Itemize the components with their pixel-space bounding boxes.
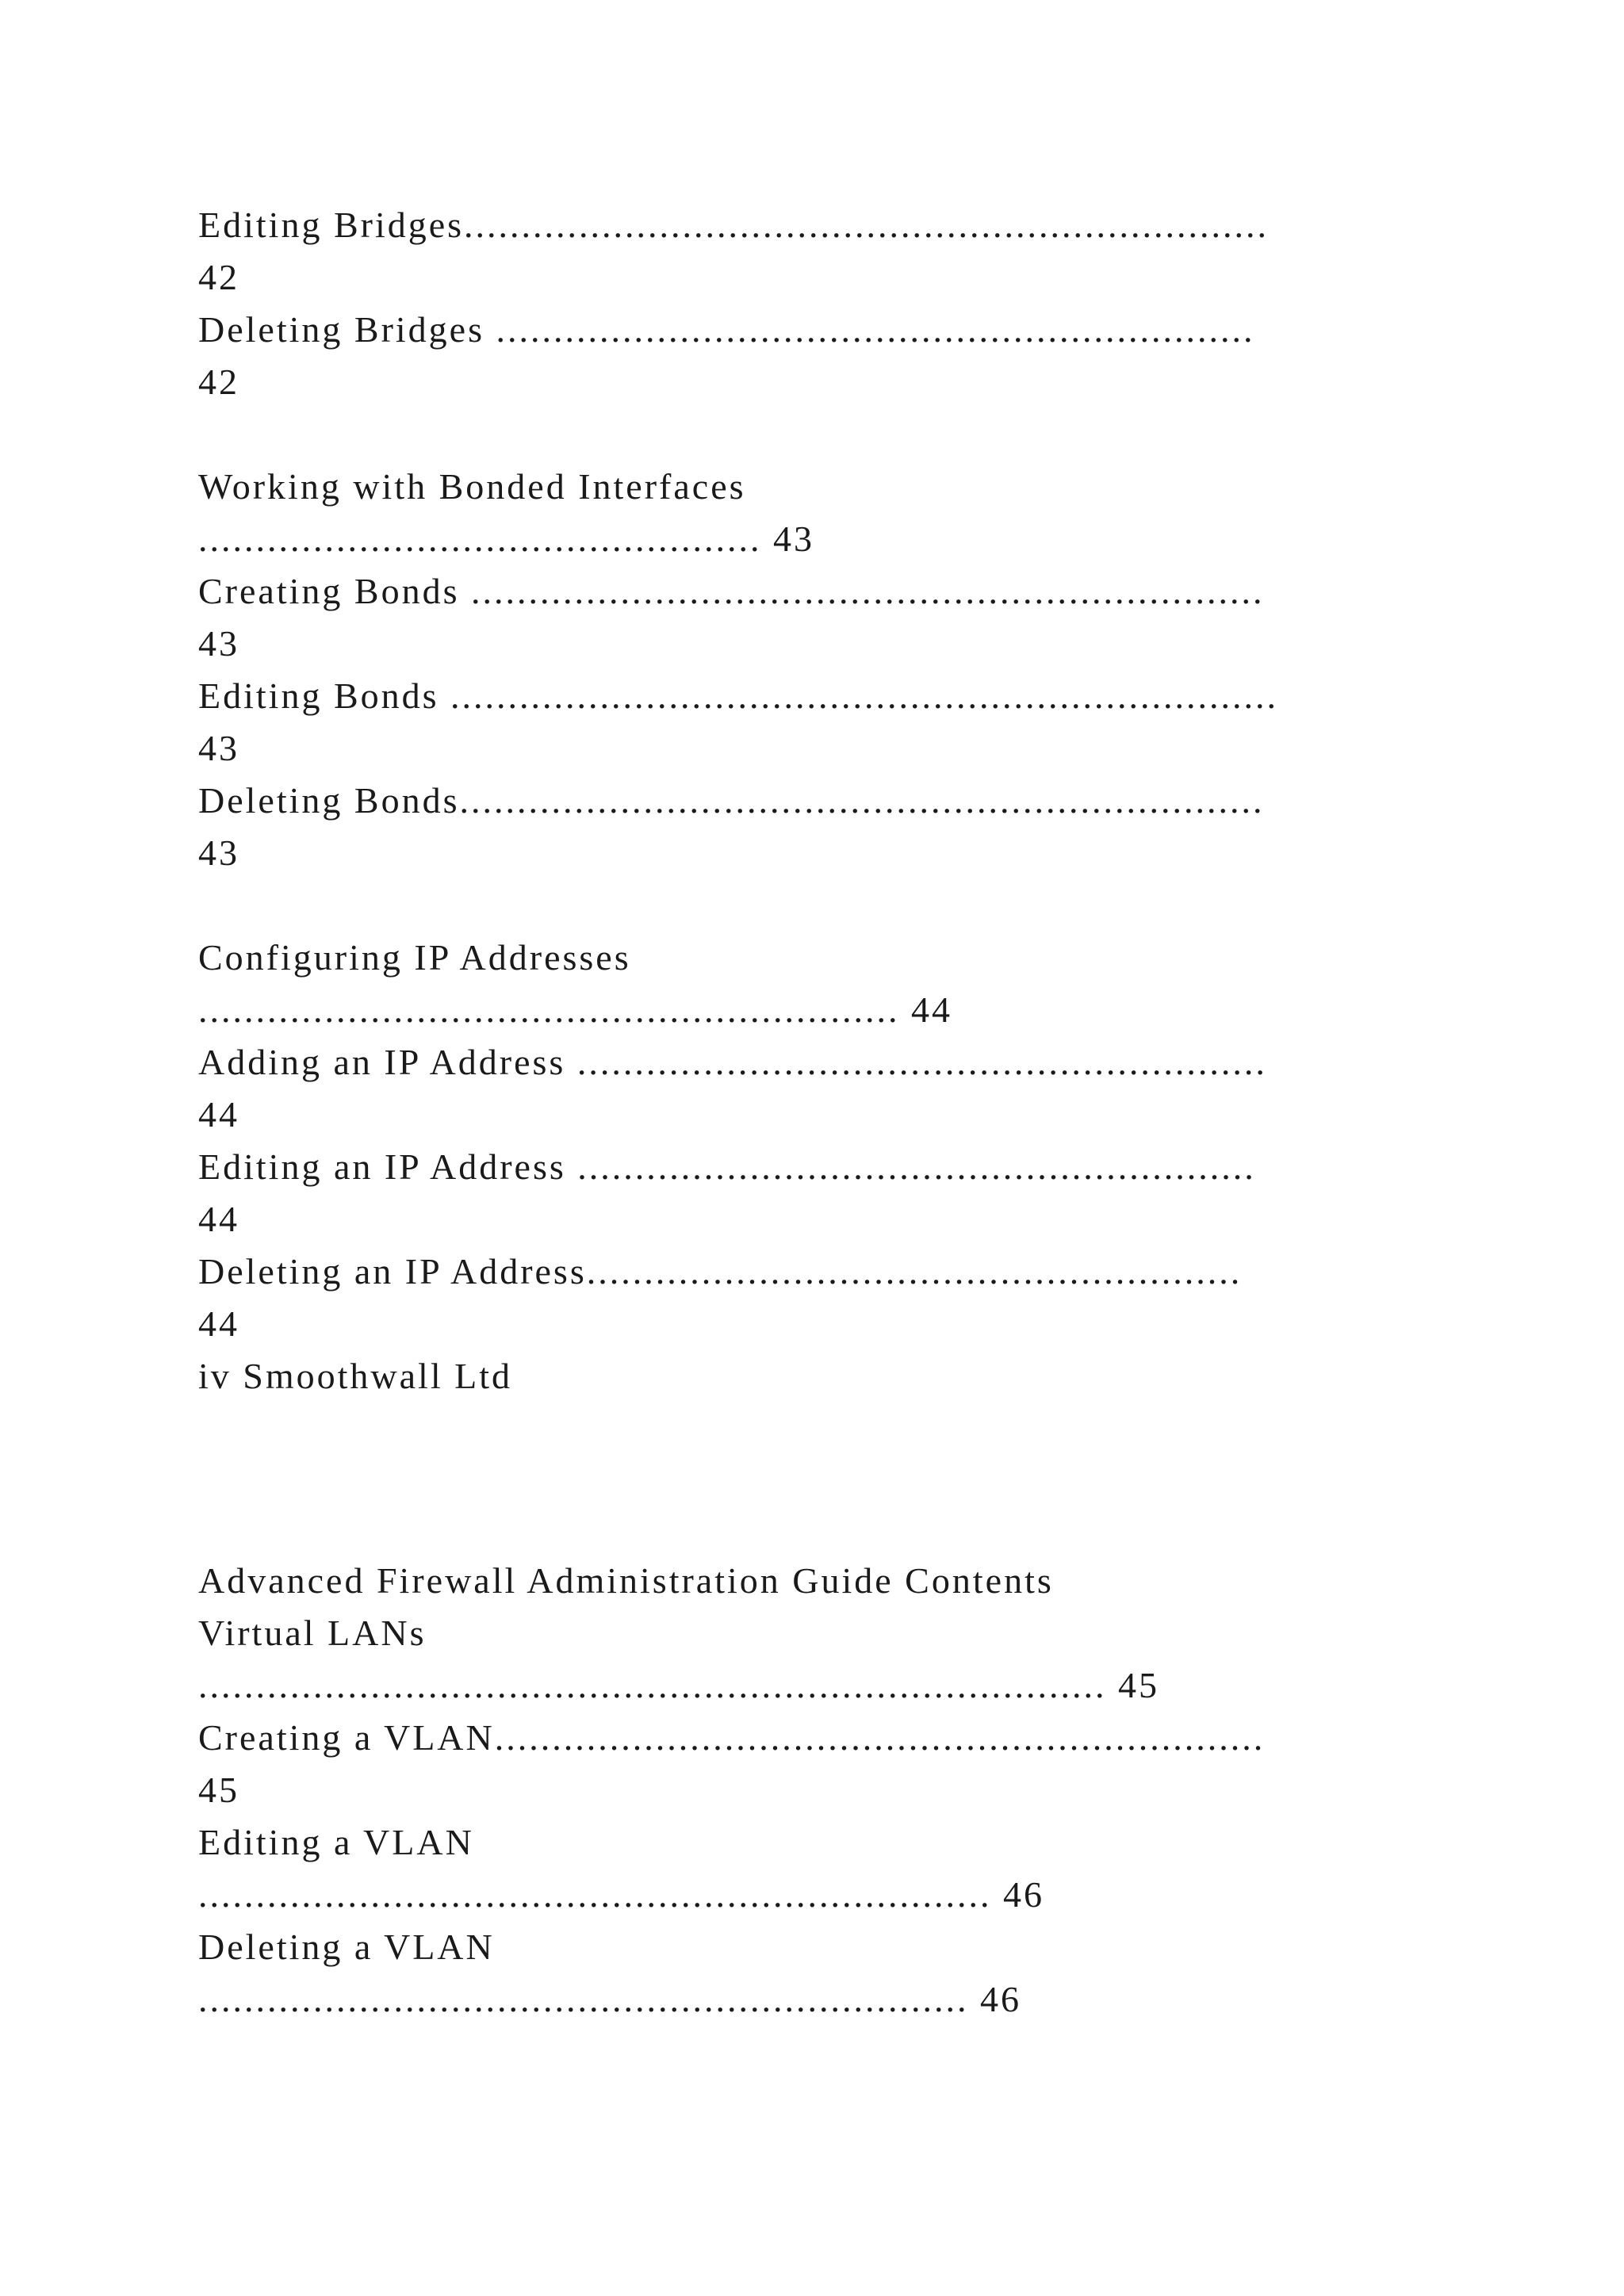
page-header: Advanced Firewall Administration Guide Contents [198,1560,1054,1601]
toc-leader-page-number: ............................................................................... 45 [198,1665,1159,1705]
toc-entry-editing-bridges: Editing Bridges...................................................................... [198,205,1270,245]
toc-page-number: 43 [198,832,239,873]
page-footer: iv Smoothwall Ltd [198,1356,512,1396]
toc-entry-deleting-vlan: Deleting a VLAN [198,1927,495,1967]
toc-page-number: 42 [198,257,239,297]
toc-page-number: 43 [198,623,239,664]
toc-entry-creating-vlan: Creating a VLAN................................................................... [198,1717,1266,1758]
toc-page-number: 44 [198,1303,239,1344]
toc-page-number: 42 [198,362,239,402]
toc-page-number: 45 [198,1770,239,1810]
toc-leader-page-number: ................................................. 43 [198,519,814,559]
toc-entry-deleting-bonds: Deleting Bonds...................................................................... [198,780,1265,821]
toc-leader-page-number: ................................................................... 46 [198,1979,1021,2019]
toc-leader-page-number: ............................................................. 44 [198,989,952,1030]
toc-page-number: 44 [198,1199,239,1239]
toc-entry-deleting-bridges: Deleting Bridges .................................................................. [198,309,1255,350]
toc-entry-adding-ip-address: Adding an IP Address ............................................................ [198,1042,1267,1082]
toc-section-bonded-interfaces: Working with Bonded Interfaces [198,466,746,507]
toc-page-number: 43 [198,728,239,768]
toc-page-number: 44 [198,1094,239,1135]
toc-entry-editing-vlan: Editing a VLAN [198,1822,474,1862]
toc-entry-editing-ip-address: Editing an IP Address ........................................................... [198,1146,1256,1187]
toc-entry-creating-bonds: Creating Bonds ..................................................................... [198,571,1265,611]
toc-entry-deleting-ip-address: Deleting an IP Address......................................................... [198,1251,1243,1292]
toc-leader-page-number: ..................................................................... 46 [198,1874,1044,1915]
toc-section-virtual-lans: Virtual LANs [198,1613,427,1653]
toc-entry-editing-bonds: Editing Bonds ........................................................................ [198,675,1279,716]
toc-section-ip-addresses: Configuring IP Addresses [198,937,631,978]
